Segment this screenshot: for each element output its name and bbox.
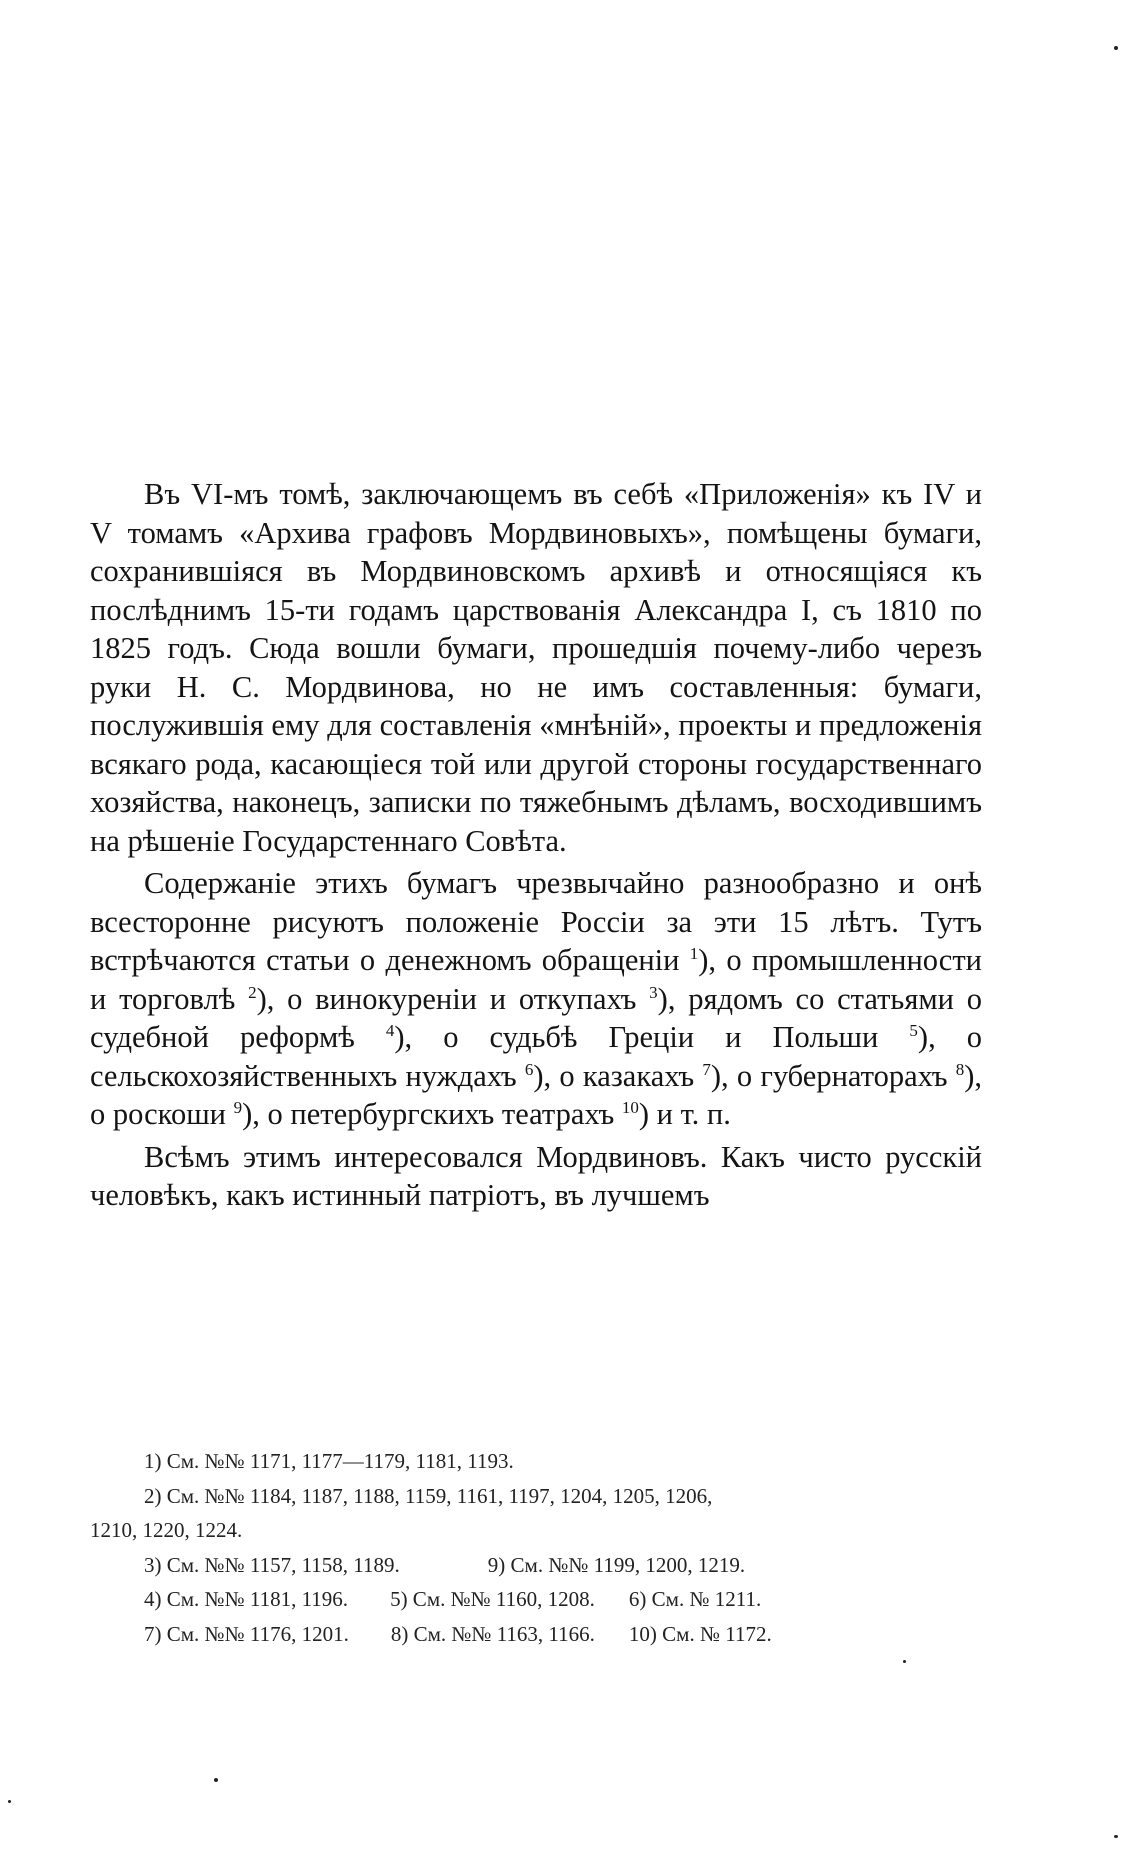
footnote-2: 2) См. №№ 1184, 1187, 1188, 1159, 1161, 1197, 1204, 1205, 1206, — [144, 1483, 713, 1508]
footnote-line-4 — [90, 1582, 982, 1617]
footnote-marker[interactable]: 1 — [689, 943, 699, 963]
footnote-10: 10) См. № 1172. — [628, 1621, 772, 1646]
text-run: Въ VI-мъ томѣ, заключающемъ въ себѣ «Приложенія» къ IV и V томамъ «Архива графовъ Мордвиновыхъ», помѣщены бумаги, сохранившіяся въ Мордвиновскомъ архивѣ и относящіяся къ послѣднимъ 15-ти годамъ царствованія Александра I, съ 1810 по 1825 годъ. Сюда вошли бумаги, прошедшія почему-либо черезъ руки Н. С. Мордвинова, но не имъ составленныя: бумаги, послужившія ему для составленія «мнѣній», проекты и предложенія всякаго рода, касающіеся той или другой стороны государственнаго хозяйства, наконецъ, записки по тяжебнымъ дѣламъ, восходившимъ на рѣшеніе Государстеннаго Совѣта. — [90, 477, 982, 858]
footnote-8: 8) См. №№ 1163, 1166. — [390, 1621, 595, 1646]
text-run: ), о промышленности и торговлѣ — [90, 943, 982, 1016]
footnote-6: 6) См. № 1211. — [628, 1587, 762, 1611]
footnote-5: 5) См. №№ 1160, 1208. — [390, 1587, 595, 1611]
footnote-line-2 — [90, 1479, 982, 1514]
footnote-marker[interactable]: 4 — [385, 1020, 395, 1040]
footnote-marker[interactable]: 2 — [248, 982, 257, 1002]
paragraph-1 — [90, 475, 982, 860]
text-run: ), о судьбѣ Греціи и Польши — [394, 1020, 910, 1054]
footnote-marker[interactable]: 6 — [524, 1059, 534, 1079]
footnote-9: 9) См. №№ 1199, 1200, 1219. — [487, 1552, 746, 1577]
footnote-marker[interactable]: 7 — [702, 1059, 711, 1079]
scan-speck — [214, 1778, 218, 1782]
paragraph-2 — [90, 864, 982, 1134]
footnote-marker[interactable]: 8 — [955, 1059, 965, 1079]
text-run: ), о сельскохозяйственныхъ нуждахъ — [90, 1020, 982, 1093]
footnote-line-1 — [90, 1444, 982, 1479]
footnote-marker[interactable]: 9 — [233, 1097, 243, 1117]
footnote-7: 7) См. №№ 1176, 1201. — [144, 1621, 349, 1646]
footnote-1: 1) См. №№ 1171, 1177—1179, 1181, 1193. — [144, 1449, 514, 1473]
footnote-marker[interactable]: 10 — [621, 1097, 639, 1117]
scan-speck — [8, 1800, 11, 1803]
footnote-4: 4) См. №№ 1181, 1196. — [144, 1587, 349, 1611]
footnote-line-3 — [90, 1548, 982, 1583]
scan-speck — [1114, 1835, 1118, 1838]
text-run: Содержаніе этихъ бумагъ чрезвычайно разнообразно и онѣ всесторонне рисуютъ положеніе Россіи за эти 15 лѣтъ. Тутъ встрѣчаются статьи о денежномъ обращеніи — [90, 866, 982, 977]
text-run: ), о роскоши — [90, 1058, 983, 1131]
scan-speck — [1114, 46, 1118, 50]
footnote-marker[interactable]: 5 — [909, 1020, 918, 1040]
footnote-marker[interactable]: 3 — [649, 982, 658, 1002]
footnote-2-continuation: 1210, 1220, 1224. — [90, 1518, 243, 1542]
text-run: Всѣмъ этимъ интересовался Мордвиновъ. Какъ чисто русскій человѣкъ, какъ истинный патріотъ, въ лучшемъ — [90, 1139, 982, 1212]
text-run: ) и т. п. — [638, 1097, 731, 1131]
text-run: ), о винокуреніи и откупахъ — [256, 981, 650, 1016]
paragraph-3 — [90, 1138, 982, 1215]
footnote-3: 3) См. №№ 1157, 1158, 1189. — [144, 1552, 400, 1577]
text-run: ), о казакахъ — [533, 1058, 703, 1093]
footnote-line-2-cont — [90, 1513, 982, 1548]
footnotes — [90, 1444, 982, 1651]
text-run: ), рядомъ со статьями о судебной реформѣ — [90, 981, 982, 1054]
text-run: ), о губернаторахъ — [710, 1058, 956, 1093]
text-run: ), о петербургскихъ театрахъ — [242, 1097, 622, 1131]
footnote-line-5 — [90, 1617, 982, 1652]
body-text — [90, 475, 982, 1215]
scan-speck — [903, 1660, 906, 1663]
